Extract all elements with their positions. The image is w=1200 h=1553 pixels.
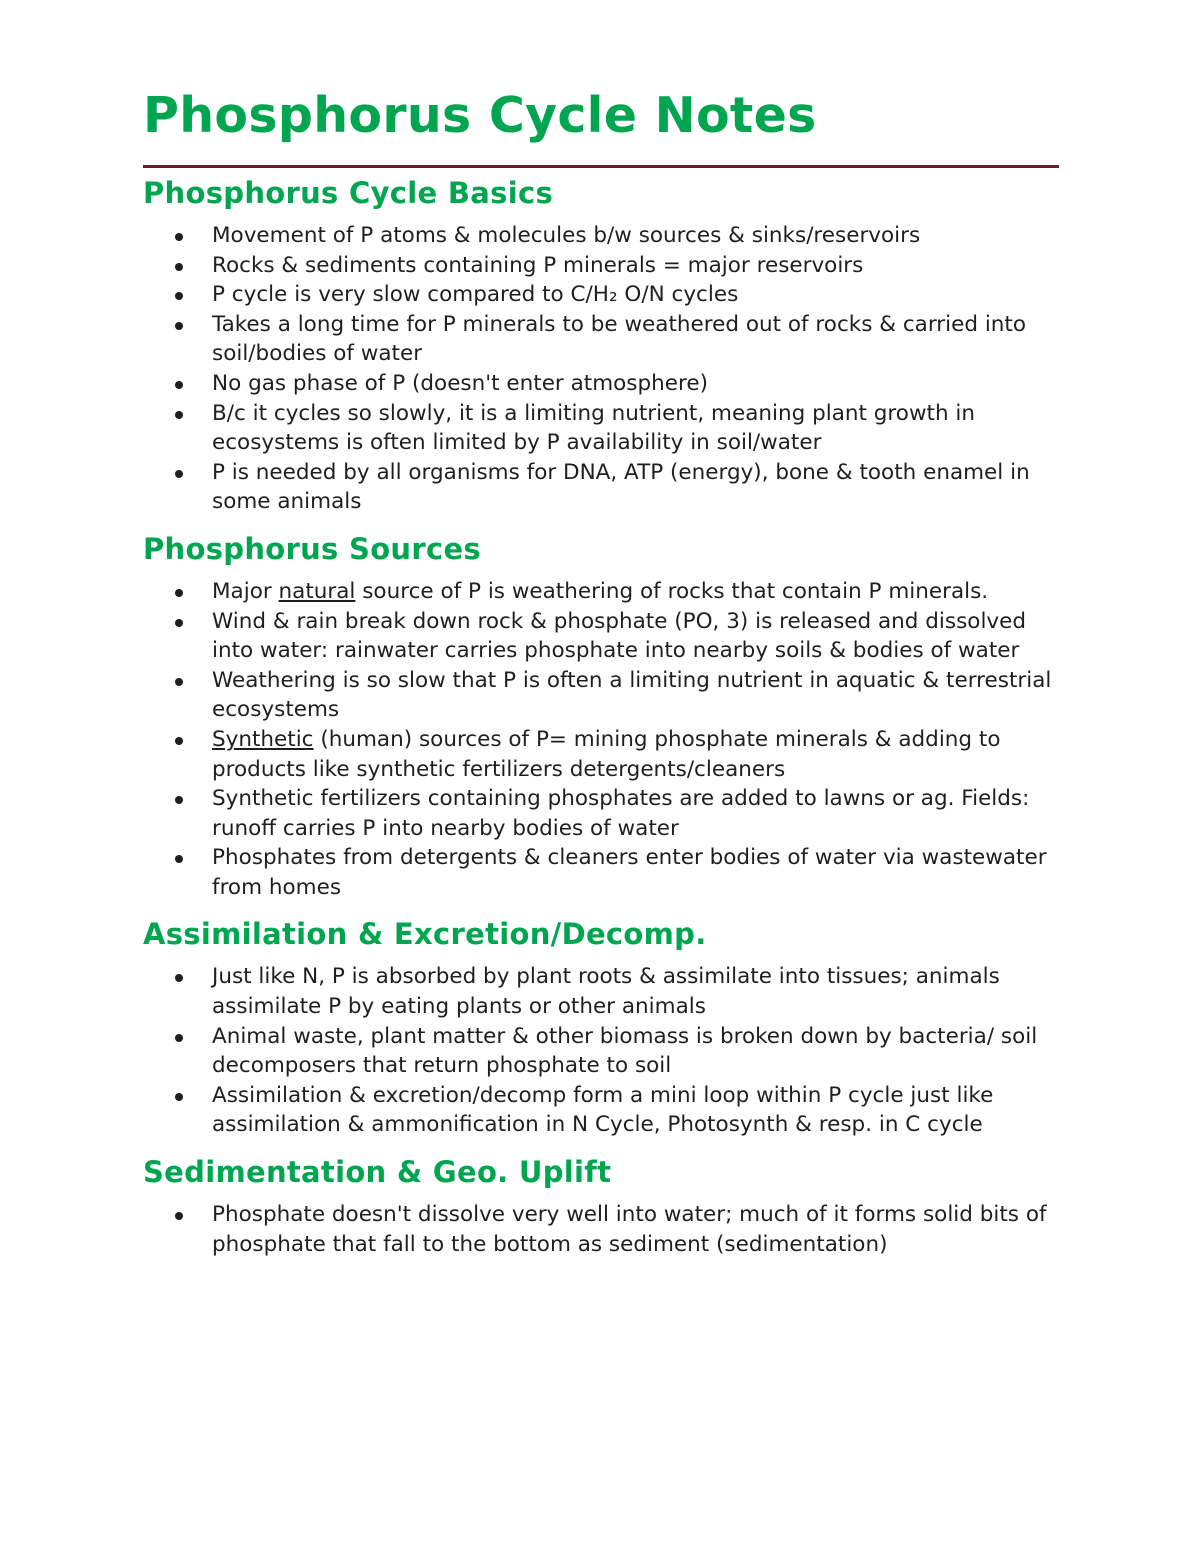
bullet-icon [175, 855, 183, 863]
bullet-icon [175, 322, 183, 330]
bullet-icon [175, 263, 183, 271]
section-heading: Sedimentation & Geo. Uplift [143, 1155, 612, 1190]
list-item [143, 784, 1059, 843]
list-item [143, 1200, 1059, 1259]
list-item-text: P is needed by all organisms for DNA, ATP (energy), bone & tooth enamel in some animals [212, 459, 1030, 515]
list-item [143, 1081, 1059, 1140]
list-item [143, 280, 1059, 310]
list-item [143, 843, 1059, 902]
list-item-text: No gas phase of P (doesn't enter atmosphere) [212, 370, 708, 396]
underlined-term: Synthetic [212, 726, 314, 752]
list-item [143, 1022, 1059, 1081]
list-item [143, 607, 1059, 666]
bullet-icon [175, 292, 183, 300]
list-item-text: source of P is weathering of rocks that contain P minerals. [355, 578, 989, 604]
bullet-icon [175, 589, 183, 597]
document-page [143, 84, 1059, 1273]
title-divider [143, 165, 1059, 168]
list-item-text: Animal waste, plant matter & other biomass is broken down by bacteria/ soil decomposers that return phosphate to soil [212, 1023, 1038, 1079]
bullet-list [143, 577, 1059, 903]
bullet-icon [175, 1034, 183, 1042]
section-basics [143, 175, 1059, 517]
bullet-icon [175, 737, 183, 745]
list-item-text: Rocks & sediments containing P minerals = major reservoirs [212, 252, 864, 278]
bullet-icon [175, 619, 183, 627]
list-item [143, 962, 1059, 1021]
bullet-icon [175, 1212, 183, 1220]
list-item-text: Movement of P atoms & molecules b/w sources & sinks/reservoirs [212, 223, 921, 248]
section-sources [143, 531, 1059, 903]
list-item [143, 725, 1059, 784]
list-item [143, 458, 1059, 517]
underlined-term: natural [278, 578, 356, 604]
list-item-text: B/c it cycles so slowly, it is a limiting nutrient, meaning plant growth in ecosystems is often limited by P availability in soil/water [212, 400, 976, 456]
list-item-text: Wind & rain break down rock & phosphate (PO, 3) is released and dissolved into water: rainwater carries phosphate into nearby soils & bodies of water [212, 608, 1027, 664]
list-item-text: Assimilation & excretion/decomp form a mini loop within P cycle just like assimilation & ammonification in N Cycle, Photosynth & resp. in C cycle [212, 1082, 994, 1138]
list-item-text: Phosphate doesn't dissolve very well into water; much of it forms solid bits of phosphate that fall to the bottom as sediment (sedimentation) [212, 1202, 1047, 1257]
bullet-list [143, 221, 1059, 517]
list-item [143, 310, 1059, 369]
list-item-prefix: Major [212, 578, 279, 604]
bullet-icon [175, 1093, 183, 1101]
document-title: Phosphorus Cycle Notes [143, 87, 817, 144]
list-item [143, 399, 1059, 458]
bullet-list [143, 1200, 1059, 1259]
list-item-text: Phosphates from detergents & cleaners enter bodies of water via wastewater from homes [212, 845, 1047, 900]
bullet-icon [175, 974, 183, 982]
list-item [143, 369, 1059, 399]
list-item [143, 221, 1059, 251]
list-item-text: Just like N, P is absorbed by plant roots & assimilate into tissues; animals assimilate P by eating plants or other animals [212, 964, 1000, 1020]
section-heading: Phosphorus Cycle Basics [143, 176, 554, 210]
list-item-text: Weathering is so slow that P is often a limiting nutrient in aquatic & terrestrial ecosystems [212, 667, 1052, 723]
bullet-icon [175, 411, 183, 419]
section-heading: Assimilation & Excretion/Decomp. [143, 917, 707, 952]
list-item [143, 577, 1059, 607]
section-sedimentation [143, 1154, 1059, 1259]
bullet-icon [175, 381, 183, 389]
list-item-text: Synthetic fertilizers containing phosphates are added to lawns or ag. Fields: runoff carries P into nearby bodies of water [212, 786, 1030, 841]
list-item [143, 251, 1059, 281]
section-assimilation [143, 916, 1059, 1140]
bullet-icon [175, 678, 183, 686]
bullet-icon [175, 796, 183, 804]
list-item-text: P cycle is very slow compared to C/H₂ O/N cycles [212, 282, 739, 308]
bullet-icon [175, 470, 183, 478]
bullet-icon [175, 233, 183, 241]
list-item [143, 666, 1059, 725]
list-item-text: (human) sources of P= mining phosphate minerals & adding to products like synthetic fertilizers detergents/cleaners [212, 726, 1001, 782]
bullet-list [143, 962, 1059, 1140]
section-heading: Phosphorus Sources [143, 531, 481, 566]
list-item-text: Takes a long time for P minerals to be weathered out of rocks & carried into soil/bodies of water [212, 311, 1027, 367]
